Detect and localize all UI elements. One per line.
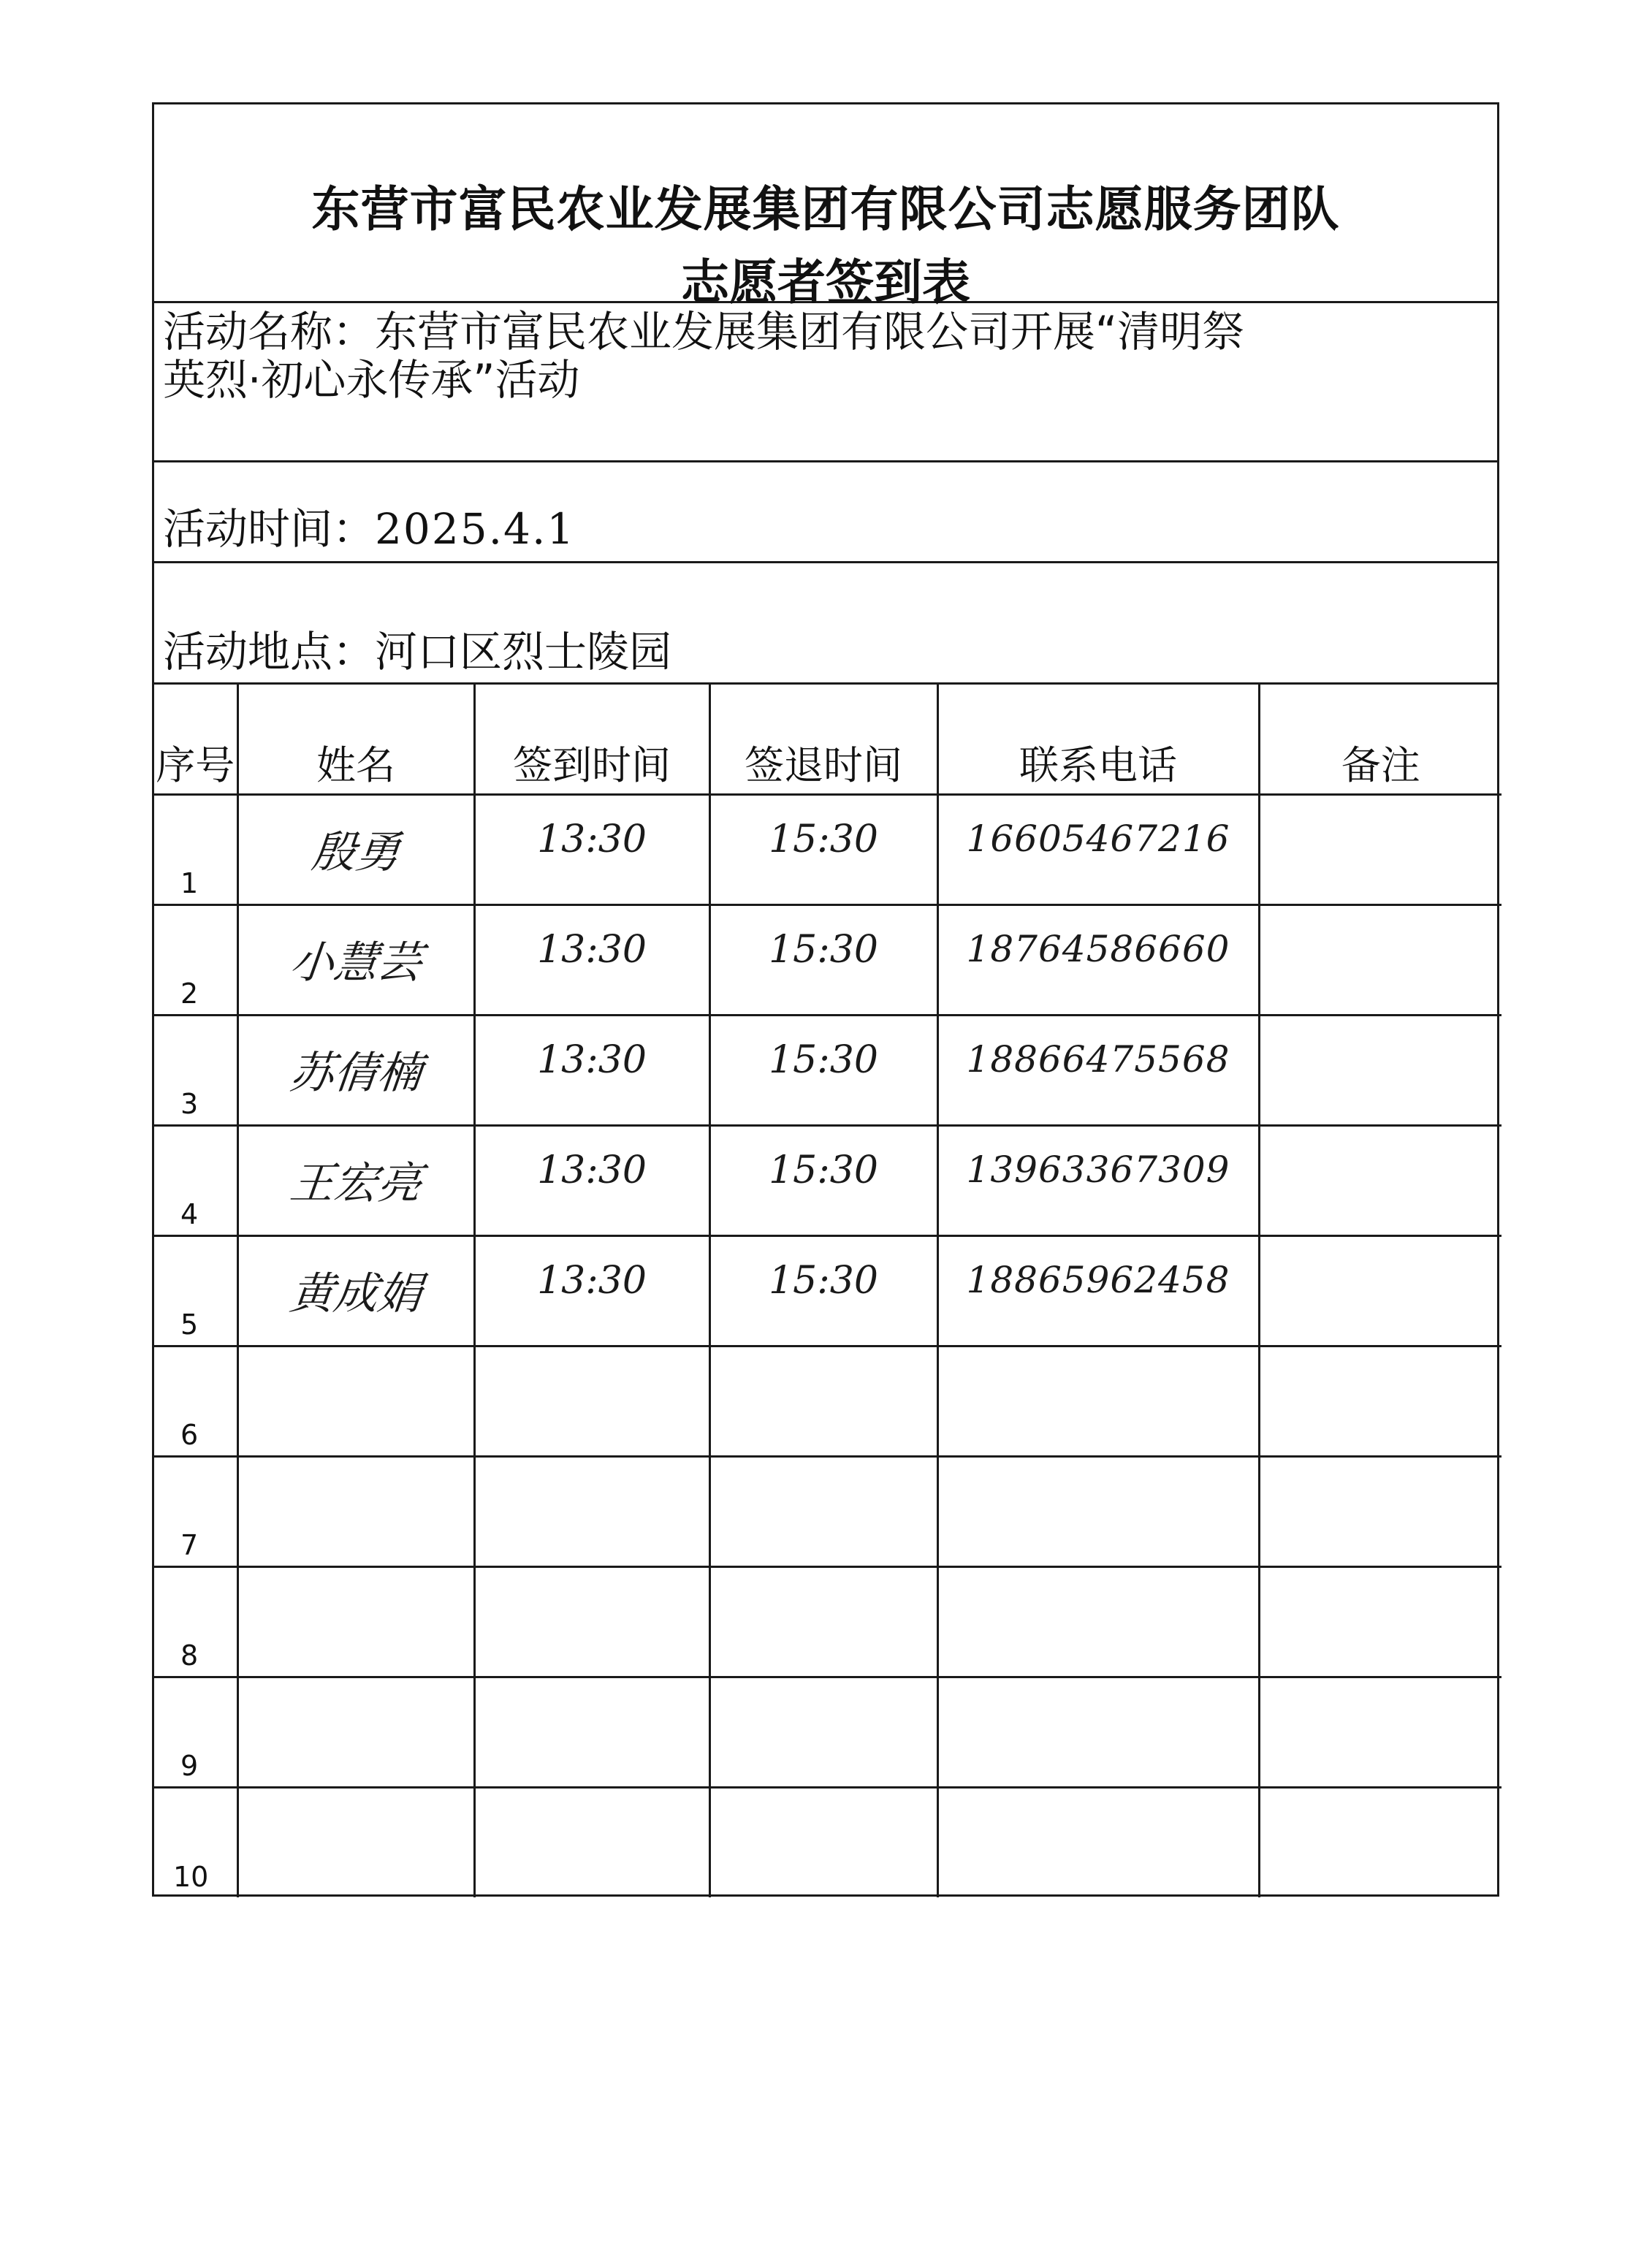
sign-in-time: 13:30 — [537, 1258, 647, 1303]
activity-name-value-line2: 英烈·初心永传承”活动 — [163, 355, 580, 405]
row-index: 7 — [180, 1528, 199, 1561]
volunteer-table — [154, 685, 1501, 1897]
name-cell — [237, 1456, 474, 1566]
table-row — [154, 1015, 1501, 1125]
row-index: 9 — [180, 1749, 199, 1782]
sign-in-cell — [474, 1235, 709, 1346]
volunteer-signature: 苏倩楠 — [286, 1047, 425, 1099]
table-row — [154, 1787, 1501, 1897]
sign-out-cell — [709, 794, 937, 904]
sign-in-cell — [474, 1566, 709, 1677]
note-cell — [1259, 1346, 1501, 1456]
header-sign-out-time: 签退时间 — [709, 685, 937, 794]
phone-cell — [937, 1566, 1259, 1677]
note-cell — [1259, 1456, 1501, 1566]
activity-time-value: 2025.4.1 — [375, 504, 576, 554]
sign-out-cell — [709, 1235, 937, 1346]
row-index: 1 — [180, 866, 199, 899]
table-row — [154, 1125, 1501, 1235]
table-row — [154, 1235, 1501, 1346]
note-cell — [1259, 904, 1501, 1015]
phone-cell — [937, 1677, 1259, 1787]
row-index: 8 — [180, 1639, 199, 1672]
phone-number: 16605467216 — [966, 817, 1230, 860]
row-index-cell — [154, 1346, 237, 1456]
note-cell — [1259, 1235, 1501, 1346]
name-cell — [237, 1677, 474, 1787]
activity-name-value-line1: 东营市富民农业发展集团有限公司开展“清明祭 — [375, 307, 1245, 357]
phone-cell — [937, 1235, 1259, 1346]
table-row — [154, 1346, 1501, 1456]
sign-in-cell — [474, 794, 709, 904]
name-cell — [237, 1235, 474, 1346]
header-note: 备注 — [1259, 685, 1501, 794]
row-index-cell — [154, 904, 237, 1015]
sign-in-cell — [474, 904, 709, 1015]
sign-out-time: 15:30 — [769, 817, 878, 861]
sign-in-cell — [474, 1456, 709, 1566]
activity-time — [163, 505, 1490, 553]
activity-place-value: 河口区烈士陵园 — [375, 627, 672, 677]
row-index-cell — [154, 1566, 237, 1677]
activity-time-row — [154, 462, 1497, 563]
row-index: 6 — [180, 1418, 199, 1451]
row-index-cell — [154, 1787, 237, 1897]
note-cell — [1259, 1677, 1501, 1787]
sign-in-time: 13:30 — [537, 1037, 647, 1082]
sign-in-cell — [474, 1015, 709, 1125]
phone-number: 18866475568 — [966, 1037, 1230, 1081]
name-cell — [237, 1787, 474, 1897]
name-cell — [237, 1346, 474, 1456]
activity-name-row — [154, 303, 1497, 462]
name-cell — [237, 794, 474, 904]
sign-out-time: 15:30 — [769, 1037, 878, 1082]
row-index-cell — [154, 1677, 237, 1787]
sign-in-time: 13:30 — [537, 817, 647, 861]
sign-out-cell — [709, 1787, 937, 1897]
activity-name — [163, 308, 1490, 404]
row-index-cell — [154, 1456, 237, 1566]
phone-number: 18865962458 — [966, 1258, 1230, 1301]
phone-number: 18764586660 — [966, 927, 1230, 970]
phone-cell — [937, 1125, 1259, 1235]
row-index-cell — [154, 1015, 237, 1125]
sign-out-time: 15:30 — [769, 927, 878, 972]
row-index-cell — [154, 1125, 237, 1235]
header-index: 序号 — [154, 685, 237, 794]
activity-name-label: 活动名称： — [163, 307, 376, 357]
phone-cell — [937, 1015, 1259, 1125]
sign-out-cell — [709, 1566, 937, 1677]
phone-cell — [937, 794, 1259, 904]
volunteer-signature: 黄成娟 — [286, 1268, 425, 1319]
note-cell — [1259, 1125, 1501, 1235]
row-index-cell — [154, 1235, 237, 1346]
sign-out-cell — [709, 904, 937, 1015]
sign-in-cell — [474, 1677, 709, 1787]
phone-cell — [937, 1787, 1259, 1897]
row-index: 2 — [180, 977, 199, 1010]
name-cell — [237, 1015, 474, 1125]
phone-cell — [937, 904, 1259, 1015]
sign-in-cell — [474, 1346, 709, 1456]
name-cell — [237, 1125, 474, 1235]
volunteer-signature: 殷勇 — [308, 826, 403, 878]
sign-out-cell — [709, 1456, 937, 1566]
header-sign-in-time: 签到时间 — [474, 685, 709, 794]
sign-in-sheet — [152, 102, 1499, 1897]
page-title: 东营市富民农业发展集团有限公司志愿服务团队 — [311, 181, 1340, 237]
volunteer-signature: 小慧芸 — [286, 937, 425, 988]
activity-time-label: 活动时间： — [163, 504, 376, 554]
page-subtitle: 志愿者签到表 — [681, 254, 970, 311]
name-cell — [237, 1566, 474, 1677]
sign-in-cell — [474, 1125, 709, 1235]
activity-place-row — [154, 563, 1497, 685]
activity-place — [163, 628, 1490, 676]
table-row — [154, 1456, 1501, 1566]
table-row — [154, 1566, 1501, 1677]
phone-cell — [937, 1346, 1259, 1456]
header-name: 姓名 — [237, 685, 474, 794]
phone-number: 13963367309 — [966, 1148, 1230, 1191]
sign-out-cell — [709, 1125, 937, 1235]
table-row — [154, 794, 1501, 904]
volunteer-signature: 王宏亮 — [286, 1157, 425, 1209]
sign-out-time: 15:30 — [769, 1148, 878, 1192]
sign-in-time: 13:30 — [537, 927, 647, 972]
row-index: 4 — [180, 1197, 199, 1230]
phone-cell — [937, 1456, 1259, 1566]
sign-out-cell — [709, 1677, 937, 1787]
table-row — [154, 1677, 1501, 1787]
note-cell — [1259, 794, 1501, 904]
title-block — [154, 104, 1497, 311]
sign-in-cell — [474, 1787, 709, 1897]
row-index: 10 — [173, 1861, 209, 1893]
row-index-cell — [154, 794, 237, 904]
activity-place-label: 活动地点： — [163, 627, 376, 677]
sign-in-time: 13:30 — [537, 1148, 647, 1192]
note-cell — [1259, 1787, 1501, 1897]
note-cell — [1259, 1566, 1501, 1677]
note-cell — [1259, 1015, 1501, 1125]
name-cell — [237, 904, 474, 1015]
sign-out-time: 15:30 — [769, 1258, 878, 1303]
sign-out-cell — [709, 1015, 937, 1125]
sign-out-cell — [709, 1346, 937, 1456]
table-header-row — [154, 685, 1501, 794]
row-index: 5 — [180, 1308, 199, 1341]
table-row — [154, 904, 1501, 1015]
row-index: 3 — [180, 1087, 199, 1120]
header-phone: 联系电话 — [937, 685, 1259, 794]
